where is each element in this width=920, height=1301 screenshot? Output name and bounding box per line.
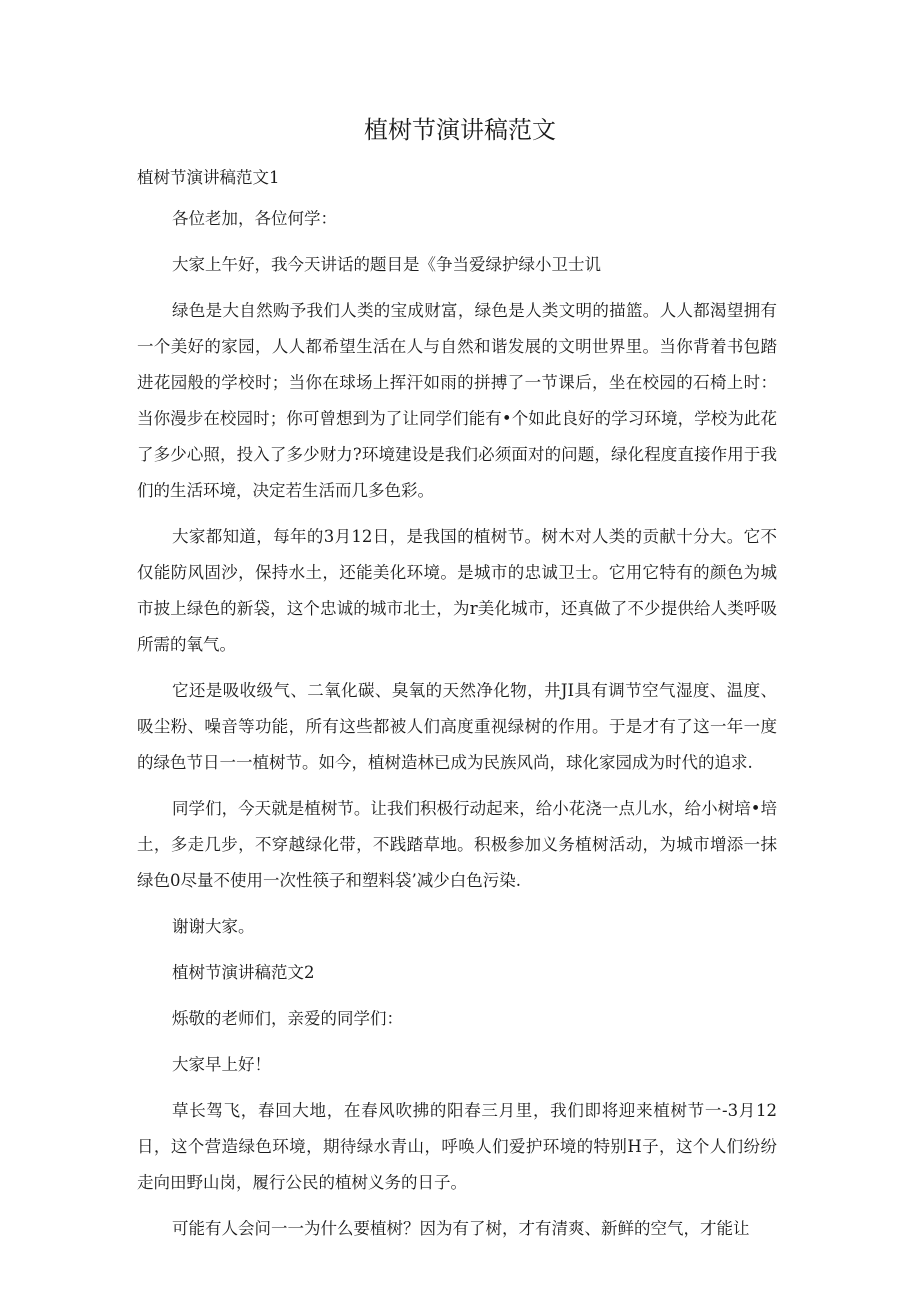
paragraph: 大家都知道，每年的3月12日，是我国的植树节。树木对人类的贡献十分大。它不仅能防风固沙，保持水土，还能美化环境。是城市的忠诚卫士。它用它特有的颜色为城市披上绿色的新袋，这个忠诚的城市北士，为r美化城市，还真做了不少提供给人类呼吸所需的氧气。 [137, 527, 777, 654]
paragraph: 各位老加，各位何学： [172, 209, 337, 228]
document-body [137, 160, 777, 1257]
paragraph: 绿色是大自然购予我们人类的宝成财富，绿色是人类文明的描篮。人人都渴望拥有一个美好的家园，人人都希望生活在人与自然和谐发展的文明世界里。当你背着书包踏进花园般的学校时；当你在球场上挥汗如雨的拼搏了一节课后，坐在校园的石椅上时：当你漫步在校园时；你可曾想到为了让同学们能有•个如此良好的学习环境，学校为此花了多少心照，投入了多少财力?环境建设是我们必须面对的问题，绿化程度直接作用于我们的生活环境，决定若生活而几多色彩。 [137, 301, 777, 500]
paragraph: 谢谢大家。 [172, 917, 255, 936]
document-title: 植树节演讲稿范文 [364, 116, 556, 144]
paragraph: 可能有人会问一一为什么要植树？因为有了树，才有清爽、新鲜的空气，才能让 [172, 1219, 750, 1238]
paragraph: 烁敬的老师们，亲爱的同学们： [172, 1009, 403, 1028]
paragraph: 草长驾飞，春回大地，在春风吹拂的阳春三月里，我们即将迎来植树节一-3月12日，这个营造绿色环境，期待绿水青山，呼唤人们爱护环境的特别H子，这个人们纷纷走向田野山岗，履行公民的植树义务的日子。 [137, 1101, 777, 1192]
paragraph: 大家早上好！ [172, 1055, 271, 1074]
section-heading-1: 植树节演讲稿范文1 [137, 168, 280, 187]
paragraph: 大家上午好，我今天讲话的题目是《争当爱绿护绿小卫士讥 [172, 255, 601, 274]
paragraph: 它还是吸收级气、二氧化碳、臭氧的天然净化物，井JI具有调节空气湿度、温度、吸尘粉、噪音等功能，所有这些都被人们高度重视绿树的作用。于是才有了这一年一度的绿色节日一一植树节。如今，植树造林已成为民族风尚，球化家园成为时代的追求. [137, 681, 777, 772]
paragraph: 同学们，今天就是植树节。让我们积极行动起来，给小花浇一点儿水，给小树培•培土，多走几步，不穿越绿化带，不践踏草地。积极参加义务植树活动，为城市增添一抹绿色0尽量不使用一次性筷子和塑料袋’减少白色污染. [137, 799, 777, 890]
section-heading-2: 植树节演讲稿范文2 [172, 963, 315, 982]
